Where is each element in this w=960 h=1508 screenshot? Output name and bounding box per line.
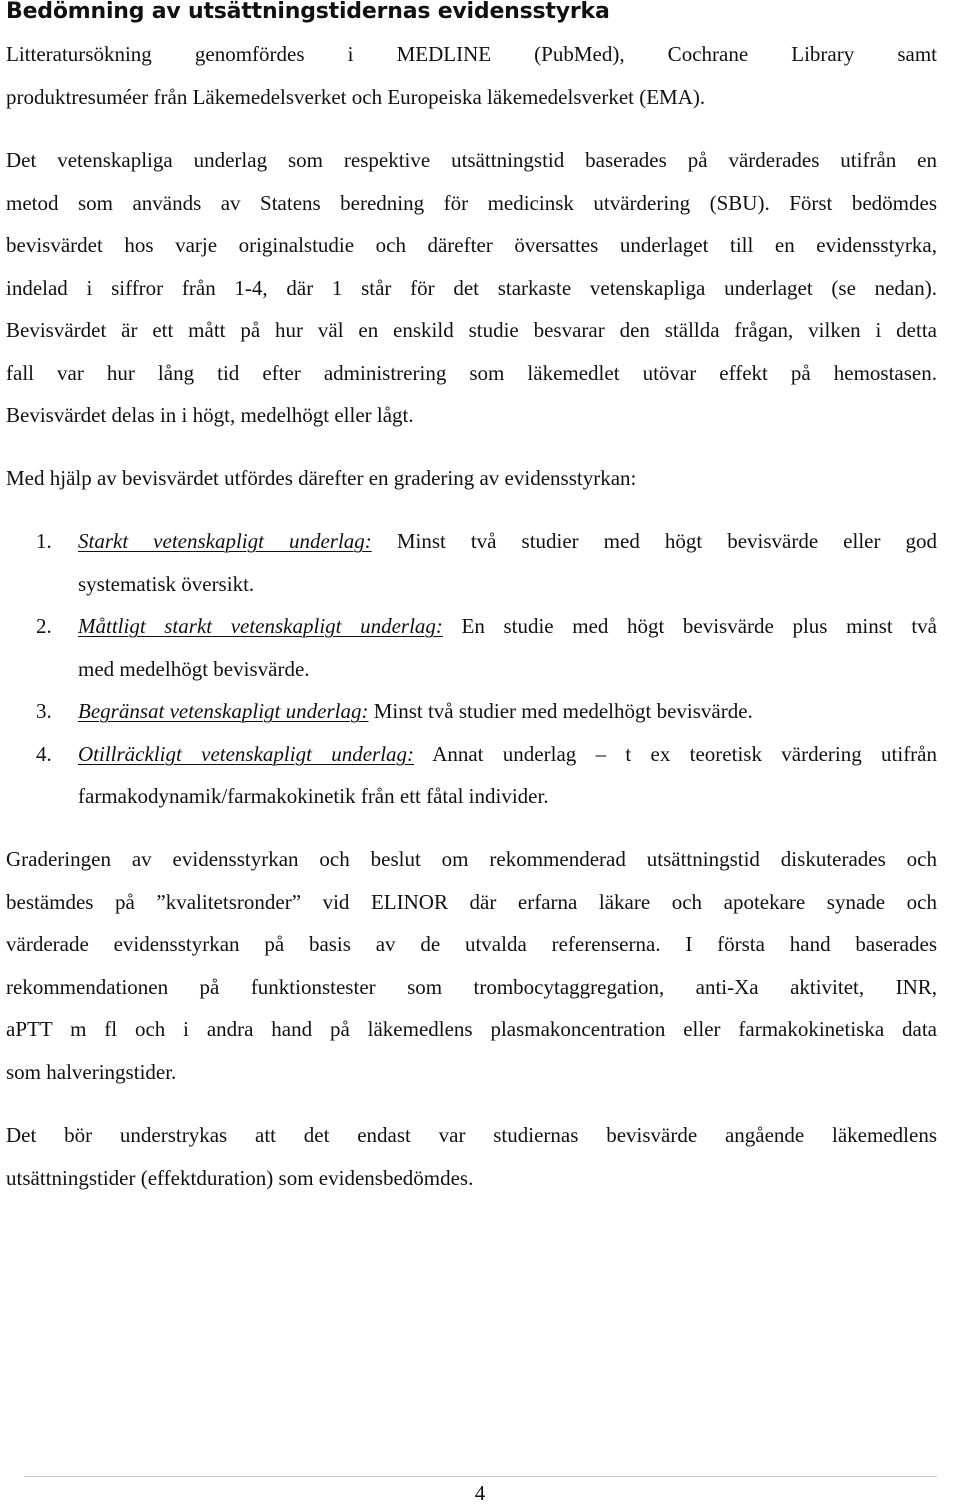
paragraph-grading-discussion bbox=[6, 838, 937, 1093]
list-item bbox=[6, 605, 937, 690]
paragraph-line: Litteratursökning genomfördes i MEDLINE (PubMed), Cochrane Library samt bbox=[6, 42, 937, 66]
paragraph-grading-intro bbox=[6, 457, 937, 500]
list-item bbox=[6, 733, 937, 818]
footer-divider bbox=[24, 1476, 937, 1477]
list-item bbox=[6, 690, 937, 733]
paragraph-method bbox=[6, 139, 937, 437]
paragraph-line: produktresuméer från Läkemedelsverket och Europeiska läkemedelsverket (EMA). bbox=[6, 84, 706, 109]
section-heading: Bedömning av utsättningstidernas evidensstyrka bbox=[6, 0, 610, 24]
paragraph-line: som halveringstider. bbox=[6, 1059, 177, 1084]
paragraph-line: värderade evidensstyrkan på basis av de utvalda referenserna. I första hand baserades bbox=[6, 932, 937, 956]
list-text: En studie med högt bevisvärde plus minst två bbox=[442, 614, 937, 638]
paragraph-line: Graderingen av evidensstyrkan och beslut om rekommenderad utsättningstid diskuterades och bbox=[6, 847, 937, 871]
paragraph-line: Det vetenskapliga underlag som respektive utsättningstid baserades på värderades utifrån en bbox=[6, 148, 937, 172]
list-term: Måttligt starkt vetenskapligt underlag: bbox=[78, 614, 443, 638]
list-term: Starkt vetenskapligt underlag: bbox=[78, 529, 372, 553]
paragraph-line: aPTT m fl och i andra hand på läkemedlens plasmakoncentration eller farmakokinetiska data bbox=[6, 1017, 937, 1041]
list-number: 1. bbox=[36, 529, 52, 553]
list-number: 3. bbox=[36, 699, 52, 723]
list-line bbox=[78, 520, 937, 563]
paragraph-note bbox=[6, 1114, 937, 1199]
list-line: med medelhögt bevisvärde. bbox=[78, 656, 310, 681]
paragraph-line: metod som används av Statens beredning för medicinsk utvärdering (SBU). Först bedömdes bbox=[6, 190, 937, 215]
list-line bbox=[78, 733, 937, 776]
list-term: Begränsat vetenskapligt underlag: bbox=[78, 699, 369, 723]
paragraph-line: Det bör understrykas att det endast var studiernas bevisvärde angående läkemedlens bbox=[6, 1123, 937, 1147]
list-line bbox=[78, 690, 937, 733]
list-term: Otillräckligt vetenskapligt underlag: bbox=[78, 741, 415, 766]
paragraph-line: indelad i siffror från 1-4, där 1 står för det starkaste vetenskapliga underlaget (se nedan). bbox=[6, 275, 937, 300]
paragraph-line: bestämdes på ”kvalitetsronder” vid ELINOR där erfarna läkare och apotekare synade och bbox=[6, 889, 937, 914]
list-item bbox=[6, 520, 937, 605]
page-number: 4 bbox=[474, 1481, 486, 1505]
paragraph-line: Med hjälp av bevisvärdet utfördes därefter en gradering av evidensstyrkan: bbox=[6, 466, 637, 490]
list-text: Minst två studier med medelhögt bevisvärde. bbox=[368, 699, 753, 723]
paragraph-line: utsättningstider (effektduration) som evidensbedömdes. bbox=[6, 1165, 474, 1190]
list-text: Annat underlag – t ex teoretisk värdering utifrån bbox=[414, 741, 937, 766]
paragraph-line: rekommendationen på funktionstester som trombocytaggregation, anti-Xa aktivitet, INR, bbox=[6, 974, 937, 999]
list-line: systematisk översikt. bbox=[78, 571, 255, 596]
paragraph-line: fall var hur lång tid efter administrering som läkemedlet utövar effekt på hemostasen. bbox=[6, 360, 937, 385]
paragraph-literature-search bbox=[6, 33, 937, 118]
paragraph-line: Bevisvärdet är ett mått på hur väl en enskild studie besvarar den ställda frågan, vilken i detta bbox=[6, 318, 937, 342]
paragraph-line: Bevisvärdet delas in i högt, medelhögt eller lågt. bbox=[6, 403, 414, 427]
evidence-grade-list bbox=[6, 520, 937, 818]
list-number: 4. bbox=[36, 741, 52, 766]
list-text: Minst två studier med högt bevisvärde eller god bbox=[371, 529, 937, 553]
list-line: farmakodynamik/farmakokinetik från ett fåtal individer. bbox=[78, 784, 549, 808]
list-number: 2. bbox=[36, 614, 52, 638]
paragraph-line: bevisvärdet hos varje originalstudie och därefter översattes underlaget till en evidensstyrka, bbox=[6, 233, 937, 257]
list-line bbox=[78, 605, 937, 648]
